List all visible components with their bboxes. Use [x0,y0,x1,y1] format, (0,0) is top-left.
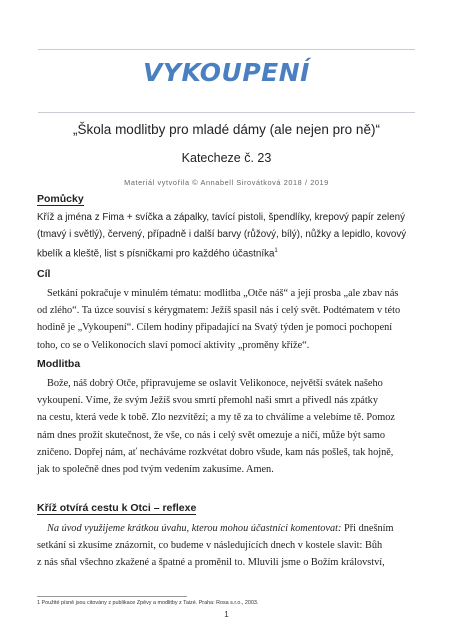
modlitba-line: na cestu, která vede k tobě. Zlo nezvítězí; a my tě za to chválíme a velebíme tě. Pomoz [37,412,395,424]
cil-line: hodině je „Vykoupení“. Cílem hodiny připadající na Svatý týden je pomoci pochopení [37,322,393,334]
modlitba-line: vykoupení. Víme, že svým Ježíš svou smrtí přemohl naši smrt a přivedl nás zpátky [37,395,378,407]
footnote: 1 Použité písně jsou citovány z publikace Zpěvy a modlitby z Taizé. Praha: Rosa s.r.o., 2003. [37,600,259,606]
modlitba-line: Bože, náš dobrý Otče, připravujeme se oslavit Velikonoce, největší svátek našeho [47,378,383,389]
heading-pomucky-label: Pomůcky [37,193,84,205]
subtitle: „Škola modlitby pro mladé dámy (ale nejen pro ně)“ [73,122,380,137]
pomucky-line: (tmavý i světlý), červený, případně i další barvy (růžový, bílý), nůžky a lepidlo, kovový [37,229,407,241]
reflexe-line: z nás sňal všechno zkažené a špatné a proměnil to. Mluvili jsme o Božím království, [37,557,385,569]
page-title: VYKOUPENÍ [143,58,310,87]
reflexe-line [37,520,417,537]
cil-line: toho, co se o Velikonocích slaví pomocí aktivity „proměny kříže“. [37,339,310,351]
pomucky-line [37,243,417,260]
reflexe-paragraph [37,520,417,572]
modlitba-line: jak to společně dnes pod tvým vedením zakusíme. Amen. [37,463,274,475]
top-divider [38,49,415,50]
cil-line: Setkání pokračuje v minulém tématu: modlitba „Otče náš“ a její prosba „ale zbav nás [47,288,399,299]
footnote-divider [37,596,187,597]
cil-line: od zlého“. Ta úzce souvisí s kérygmatem: Ježíš spasil nás i celý svět. Podtématem v této [37,305,401,317]
heading-pomucky [37,193,84,205]
heading-cil-label: Cíl [37,268,51,280]
heading-modlitba [37,358,80,370]
reflexe-line-rest: Při dnešním [341,523,394,534]
author-credit: Materiál vytvořila © Annabell Sirovátková 2018 / 2019 [124,178,329,187]
reflexe-intro: Na úvod využijeme krátkou úvahu, kterou mohou účastníci komentovat: [47,523,342,534]
pomucky-line-text: kbelík a kleště, list s písničkami pro každého účastníka [37,248,275,260]
pomucky-paragraph [37,209,417,261]
modlitba-line: nám dnes prožít skutečnost, že vše, co nás i celý svět omezuje a ničí, může být samo [37,429,385,441]
heading-modlitba-label: Modlitba [37,358,81,370]
catechesis-number: Katecheze č. 23 [181,151,272,165]
heading-cil [37,268,50,280]
pomucky-line: Kříž a jména z Fima + svíčka a zápalky, tavící pistoli, špendlíky, krepový papír zelený [37,212,405,223]
heading-reflexe-label: Kříž otvírá cestu k Otci – reflexe [37,502,197,514]
cil-paragraph [37,285,417,354]
footnote-marker: 1 [274,248,278,255]
modlitba-paragraph [37,375,417,478]
modlitba-line: zničeno. Dopřej nám, ať necháváme rozkvétat dobro všude, kam nás pošleš, tak hojně, [37,446,394,458]
page-number: 1 [224,610,229,619]
reflexe-line: setkání si zkusíme znázornit, co budeme v následujících dnech v kostele slavit: Bůh [37,540,383,552]
heading-reflexe [37,502,196,514]
title-divider [38,112,415,113]
